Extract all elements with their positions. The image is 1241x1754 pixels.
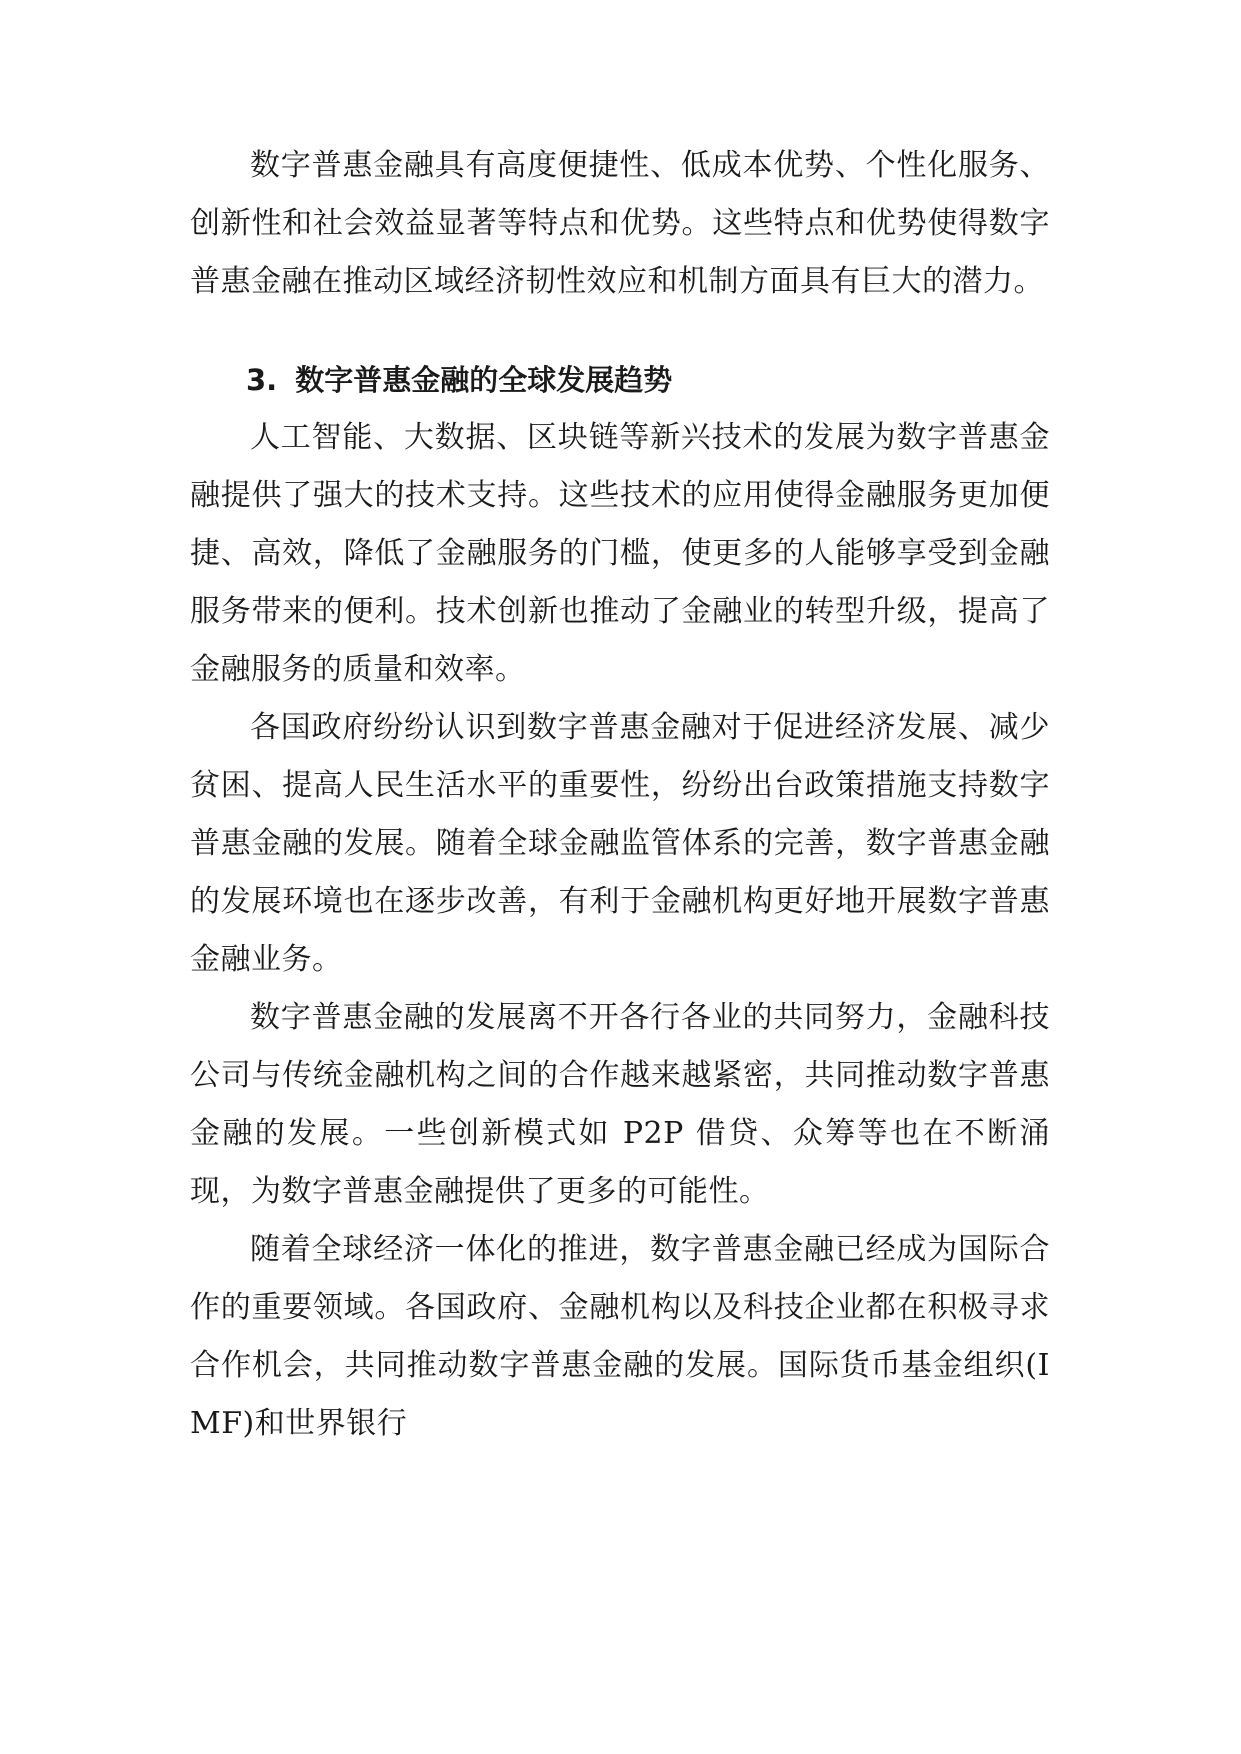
body-paragraph: 数字普惠金融的发展离不开各行各业的共同努力，金融科技公司与传统金融机构之间的合作越来越紧密，共同推动数字普惠金融的发展。一些创新模式如 P2P 借贷、众筹等也在不断涌现，为数字普惠金融提供了更多的可能性。 — [190, 1000, 1050, 1209]
body-paragraph: 人工智能、大数据、区块链等新兴技术的发展为数字普惠金融提供了强大的技术支持。这些技术的应用使得金融服务更加便捷、高效，降低了金融服务的门槛，使更多的人能够享受到金融服务带来的便利。技术创新也推动了金融业的转型升级，提高了金融服务的质量和效率。 — [190, 420, 1050, 687]
body-paragraph: 随着全球经济一体化的推进，数字普惠金融已经成为国际合作的重要领域。各国政府、金融机构以及科技企业都在积极寻求合作机会，共同推动数字普惠金融的发展。国际货币基金组织(IMF)和世界银行 — [190, 1232, 1050, 1441]
document-body — [190, 137, 1050, 1453]
body-paragraph: 各国政府纷纷认识到数字普惠金融对于促进经济发展、减少贫困、提高人民生活水平的重要性，纷纷出台政策措施支持数字普惠金融的发展。随着全球金融监管体系的完善，数字普惠金融的发展环境也在逐步改善，有利于金融机构更好地开展数字普惠金融业务。 — [190, 710, 1050, 977]
body-paragraph: 数字普惠金融具有高度便捷性、低成本优势、个性化服务、创新性和社会效益显著等特点和优势。这些特点和优势使得数字普惠金融在推动区域经济韧性效应和机制方面具有巨大的潜力。 — [190, 148, 1050, 299]
section-title: 数字普惠金融的全球发展趋势 — [295, 363, 673, 397]
section-heading — [190, 351, 1050, 409]
section-number: 3. — [246, 363, 278, 397]
